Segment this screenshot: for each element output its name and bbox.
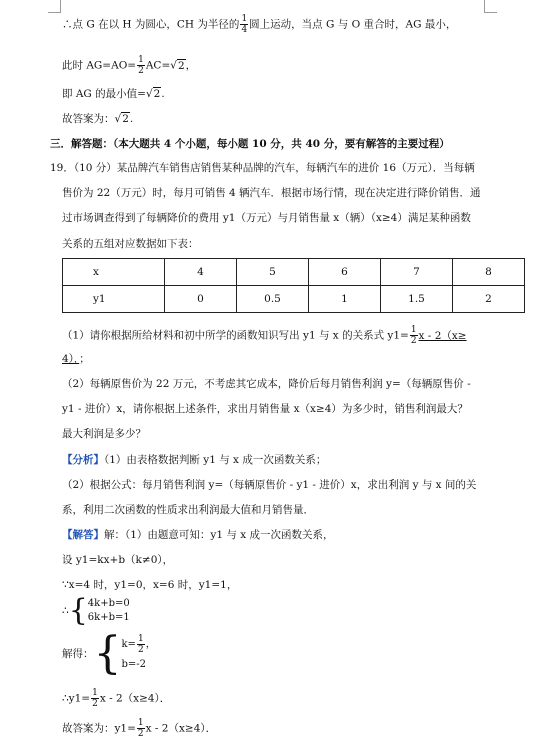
solution-k-sep: ， — [145, 639, 156, 650]
solution-values — [122, 634, 156, 674]
analysis-line-1 — [62, 453, 326, 467]
answer-text: x - 2（x≥4）． — [99, 692, 171, 705]
therefore-symbol: ∴ — [62, 605, 69, 617]
equation: 4k+b=0 — [87, 598, 130, 609]
sqrt-value: 2 — [177, 59, 185, 72]
prev-text: 故答案为： — [62, 113, 115, 125]
fraction-half: $\frac{1}{2}$ — [137, 718, 144, 739]
prev-text: ∴点 G 在以 H 为圆心，CH 为半径的 — [62, 18, 240, 31]
answer-result — [62, 688, 170, 709]
prev-line-3: 即 AG 的最小值=√2. — [62, 88, 165, 100]
q19-line-4: 关系的五组对应数据如下表： — [62, 238, 199, 250]
fraction-denominator: 4 — [241, 25, 248, 35]
table-row — [63, 286, 525, 313]
fraction-quarter — [240, 14, 248, 35]
fraction-half: $\frac{1}{2}$ — [92, 688, 98, 709]
table-cell: 6 — [309, 259, 381, 286]
table-cell: 0 — [165, 286, 237, 313]
sub1-answer-text: x - 2（x≥ — [418, 329, 467, 342]
prev-line-2: 此时 AG=AO= $\frac{1}{2}$ AC=√2， — [62, 55, 197, 76]
brace-icon: { — [93, 628, 122, 679]
answer-text: 解得： — [62, 648, 94, 660]
prev-text: 此时 AG=AO= — [62, 59, 137, 72]
solution-b: b=-2 — [121, 659, 147, 670]
table-cell: 7 — [381, 259, 453, 286]
q19-sub1-cont — [62, 352, 90, 366]
sub1-answer — [409, 325, 467, 346]
table-cell: 1 — [309, 286, 381, 313]
fraction-numerator: 1 — [138, 55, 144, 65]
analysis-line-3: 系，利用二次函数的性质求出利润最大值和月销售量． — [62, 504, 314, 516]
q19-line-3: 过市场调查得到了每辆降价的费用 y1（万元）与月销售量 x（辆）（x≥4）满足某种函数 — [62, 212, 471, 224]
fraction-numerator: 1 — [241, 14, 248, 24]
answer-line-1 — [62, 528, 333, 542]
data-table — [62, 258, 525, 313]
table-header-x: x — [63, 259, 165, 286]
prev-line-4: 故答案为：√2. — [62, 113, 134, 125]
answer-text: 解：（1）由题意可知：y1 与 x 成一次函数关系， — [104, 529, 334, 541]
analysis-tag: 【分析】 — [62, 454, 104, 466]
fraction-half: $\frac{1}{2}$ — [410, 325, 417, 346]
prev-text: ， — [185, 59, 197, 72]
table-cell: 8 — [453, 259, 525, 286]
table-cell: 0.5 — [237, 286, 309, 313]
answer-tag: 【解答】 — [62, 529, 104, 541]
prev-text: . — [129, 113, 134, 125]
table-header-y1: y1 — [63, 286, 165, 313]
answer-text: 故答案为：y1= — [62, 722, 136, 735]
solution-k — [122, 634, 156, 656]
table-row — [63, 259, 525, 286]
table-cell: 1.5 — [381, 286, 453, 313]
q19-sub2-line-3: 最大利润是多少？ — [62, 428, 146, 440]
fraction-half: $\frac{1}{2}$ — [137, 634, 144, 655]
q19-sub2-line-2: y1 - 进价）x，请你根据上述条件，求出月销售量 x（x≥4）为多少时，销售利润最大？ — [62, 403, 468, 415]
table-cell: 4 — [165, 259, 237, 286]
prev-text: 即 AG 的最小值= — [62, 88, 146, 100]
q19-line-2: 售价为 22（万元）时，每月可销售 4 辆汽车．根据市场行情，现在决定进行降价销售．通 — [62, 187, 481, 199]
analysis-line-2: （2）根据公式：每月销售利润 y=（每辆原售价 - y1 - 进价）x，求出利润 y 与 x 间的关 — [62, 479, 477, 491]
solution-k-label: k= — [121, 639, 136, 650]
answer-text: x - 2（x≥4）． — [145, 722, 217, 735]
equation-system — [62, 593, 130, 628]
brace-icon: { — [68, 593, 88, 628]
page-corner-mark-right — [484, 0, 497, 13]
equation: 6k+b=1 — [87, 612, 130, 623]
answer-final — [62, 718, 216, 739]
sub1-text: ； — [79, 353, 90, 365]
fraction-denominator: 2 — [138, 66, 144, 76]
sub1-text: （1）请你根据所给材料和初中所学的函数知识写出 y1 与 x 的关系式 y1= — [62, 329, 409, 342]
prev-text: AC= — [145, 59, 171, 72]
prev-line-1 — [62, 14, 456, 35]
sqrt-value: 2 — [122, 113, 129, 125]
answer-line-3: ∵x=4 时，y1=0，x=6 时，y1=1， — [62, 579, 238, 591]
answer-text: ∴y1= — [62, 692, 91, 705]
system-equations — [88, 597, 130, 625]
solution-system — [62, 628, 156, 679]
fraction-half — [137, 55, 145, 76]
answer-line-2: 设 y1=kx+b（k≠0）， — [62, 554, 174, 566]
q19-sub1 — [62, 325, 467, 346]
table-cell: 5 — [237, 259, 309, 286]
q19-line-1: 19．（10 分）某品牌汽车销售店销售某种品牌的汽车，每辆汽车的进价 16（万元）．当每辆 — [50, 162, 475, 174]
table-cell: 2 — [453, 286, 525, 313]
analysis-text: （1）由表格数据判断 y1 与 x 成一次函数关系； — [104, 454, 327, 466]
prev-text: . — [161, 88, 165, 100]
sub1-answer-tail: 4）． — [62, 353, 80, 365]
page-corner-mark-left — [48, 0, 61, 13]
sqrt-value: 2 — [153, 88, 161, 100]
prev-text: 圆上运动，当点 G 与 O 重合时，AG 最小， — [249, 18, 457, 31]
section-heading: 三．解答题：（本大题共 4 个小题，每小题 10 分，共 40 分，要有解答的主要过程） — [50, 138, 450, 150]
q19-sub2-line-1: （2）每辆原售价为 22 万元，不考虑其它成本，降价后每月销售利润 y=（每辆原售价 - — [62, 378, 471, 390]
